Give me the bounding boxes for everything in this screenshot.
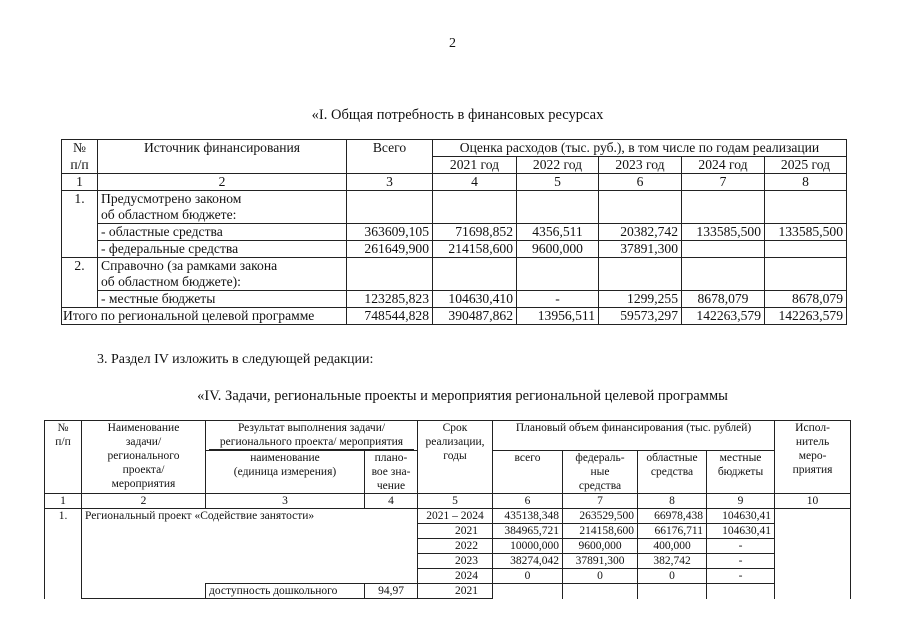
col-number: 9 bbox=[707, 494, 775, 509]
table-row bbox=[62, 291, 847, 308]
project-num: 1. bbox=[45, 509, 82, 524]
table-row bbox=[62, 224, 847, 241]
col-number: 5 bbox=[418, 494, 493, 509]
row-label: - федеральные средства bbox=[98, 241, 347, 258]
cell-value: 104630,41 bbox=[707, 524, 775, 539]
cell-value: - bbox=[707, 569, 775, 584]
cell-value: 66176,711 bbox=[638, 524, 707, 539]
row-num: 1. bbox=[62, 191, 98, 208]
cell-value: 104630,41 bbox=[707, 509, 775, 524]
row-title: об областном бюджете): bbox=[98, 274, 347, 291]
col-number: 5 bbox=[517, 174, 599, 191]
col-number: 2 bbox=[82, 494, 206, 509]
header-total: Всего bbox=[347, 140, 433, 174]
cell-value: - bbox=[707, 539, 775, 554]
cell-value: 0 bbox=[638, 569, 707, 584]
task-name-cell bbox=[82, 584, 206, 599]
column-number-row bbox=[45, 494, 851, 509]
col-number: 6 bbox=[599, 174, 682, 191]
row-title: Справочно (за рамками закона bbox=[98, 258, 347, 275]
cell-value: 435138,348 bbox=[493, 509, 563, 524]
header-name: Наименование задачи/ регионального проекта/ мероприятия bbox=[82, 421, 206, 494]
cell-value: 9600,000 bbox=[563, 539, 638, 554]
col-number: 6 bbox=[493, 494, 563, 509]
total-value: 142263,579 bbox=[682, 308, 765, 325]
row-num: 2. bbox=[62, 258, 98, 275]
header-executor: Испол- нитель меро- приятия bbox=[775, 421, 851, 494]
header-total: всего bbox=[493, 451, 563, 494]
table-total-row bbox=[62, 308, 847, 325]
table-row bbox=[62, 241, 847, 258]
table-row bbox=[45, 584, 851, 599]
column-number-row bbox=[62, 174, 847, 191]
cell-value: 0 bbox=[493, 569, 563, 584]
cell-value: 37891,300 bbox=[563, 554, 638, 569]
total-value: 142263,579 bbox=[765, 308, 847, 325]
financial-resources-table bbox=[61, 139, 847, 325]
cell-value: 123285,823 bbox=[347, 291, 433, 308]
col-number: 1 bbox=[62, 174, 98, 191]
header-year: 2023 год bbox=[599, 157, 682, 174]
table-header-row bbox=[62, 140, 847, 157]
total-value: 13956,511 bbox=[517, 308, 599, 325]
cell-value: 363609,105 bbox=[347, 224, 433, 241]
col-number: 7 bbox=[682, 174, 765, 191]
header-funding: Плановый объем финансирования (тыс. рублей) bbox=[493, 421, 775, 451]
cell-value: 38274,042 bbox=[493, 554, 563, 569]
total-label: Итого по региональной целевой программе bbox=[62, 308, 347, 325]
header-year: 2022 год bbox=[517, 157, 599, 174]
header-num-b: п/п bbox=[62, 157, 98, 174]
col-number: 8 bbox=[638, 494, 707, 509]
total-value: 748544,828 bbox=[347, 308, 433, 325]
cell-value: 133585,500 bbox=[765, 224, 847, 241]
section-1-heading: «I. Общая потребность в финансовых ресурсах bbox=[311, 107, 604, 123]
row-label: - местные бюджеты bbox=[98, 291, 347, 308]
col-number: 10 bbox=[775, 494, 851, 509]
cell-value: 66978,438 bbox=[638, 509, 707, 524]
cell-value: 214158,600 bbox=[433, 241, 517, 258]
total-value: 59573,297 bbox=[599, 308, 682, 325]
page-number: 2 bbox=[449, 36, 456, 51]
header-num: № bbox=[62, 140, 98, 157]
header-year: 2021 год bbox=[433, 157, 517, 174]
header-result: Результат выполнения задачи/ регионального проекта/ мероприятия bbox=[206, 421, 418, 451]
col-number: 7 bbox=[563, 494, 638, 509]
cell-value: - bbox=[517, 291, 599, 308]
cell-value: 384965,721 bbox=[493, 524, 563, 539]
period-cell: 2022 bbox=[418, 539, 493, 554]
cell-value: 214158,600 bbox=[563, 524, 638, 539]
header-federal: федераль- ные средства bbox=[563, 451, 638, 494]
header-term: Срок реализации, годы bbox=[418, 421, 493, 494]
cell-value: 8678,079 bbox=[682, 291, 765, 308]
cell-value: - bbox=[707, 554, 775, 569]
cell-value: 4356,511 bbox=[517, 224, 599, 241]
header-estimate: Оценка расходов (тыс. руб.), в том числе по годам реализации bbox=[433, 140, 847, 157]
cell-value: 71698,852 bbox=[433, 224, 517, 241]
header-source: Источник финансирования bbox=[98, 140, 347, 174]
cell-value: 261649,900 bbox=[347, 241, 433, 258]
total-value: 390487,862 bbox=[433, 308, 517, 325]
table-header-row bbox=[45, 421, 851, 451]
cell-value bbox=[682, 241, 765, 258]
row-title: об областном бюджете: bbox=[98, 207, 347, 224]
header-year: 2024 год bbox=[682, 157, 765, 174]
cell-value: 37891,300 bbox=[599, 241, 682, 258]
row-title: Предусмотрено законом bbox=[98, 191, 347, 208]
result-plan: 94,97 bbox=[365, 584, 418, 599]
header-result-name: наименование (единица измерения) bbox=[206, 451, 365, 494]
table-row bbox=[62, 258, 847, 275]
col-number: 1 bbox=[45, 494, 82, 509]
cell-value: 382,742 bbox=[638, 554, 707, 569]
cell-value: 0 bbox=[563, 569, 638, 584]
paragraph-3: 3. Раздел IV изложить в следующей редакции: bbox=[97, 352, 374, 367]
cell-value: 8678,079 bbox=[765, 291, 847, 308]
header-num: № п/п bbox=[45, 421, 82, 494]
project-name: Региональный проект «Содействие занятости» bbox=[82, 509, 418, 584]
cell-value: 104630,410 bbox=[433, 291, 517, 308]
cell-value: 1299,255 bbox=[599, 291, 682, 308]
header-local: местные бюджеты bbox=[707, 451, 775, 494]
result-name: доступность дошкольного bbox=[206, 584, 365, 599]
cell-value: 263529,500 bbox=[563, 509, 638, 524]
period-cell: 2023 bbox=[418, 554, 493, 569]
table-row bbox=[62, 207, 847, 224]
period-cell: 2021 bbox=[418, 584, 493, 599]
period-cell: 2021 bbox=[418, 524, 493, 539]
cell-value: 400,000 bbox=[638, 539, 707, 554]
cell-value: 133585,500 bbox=[682, 224, 765, 241]
header-regional: областные средства bbox=[638, 451, 707, 494]
cell-value: 10000,000 bbox=[493, 539, 563, 554]
table-row bbox=[62, 274, 847, 291]
section-4-heading: «IV. Задачи, региональные проекты и мероприятия региональной целевой программы bbox=[197, 388, 728, 404]
header-result-plan: плано- вое зна- чение bbox=[365, 451, 418, 494]
col-number: 2 bbox=[98, 174, 347, 191]
col-number: 3 bbox=[347, 174, 433, 191]
period-cell: 2021 – 2024 bbox=[418, 509, 493, 524]
col-number: 4 bbox=[365, 494, 418, 509]
col-number: 4 bbox=[433, 174, 517, 191]
table-row bbox=[45, 509, 851, 524]
col-number: 8 bbox=[765, 174, 847, 191]
table-row bbox=[62, 191, 847, 208]
col-number: 3 bbox=[206, 494, 365, 509]
cell-value bbox=[765, 241, 847, 258]
row-label: - областные средства bbox=[98, 224, 347, 241]
cell-value: 9600,000 bbox=[517, 241, 599, 258]
header-year: 2025 год bbox=[765, 157, 847, 174]
period-cell: 2024 bbox=[418, 569, 493, 584]
cell-value: 20382,742 bbox=[599, 224, 682, 241]
tasks-projects-table bbox=[44, 420, 851, 599]
